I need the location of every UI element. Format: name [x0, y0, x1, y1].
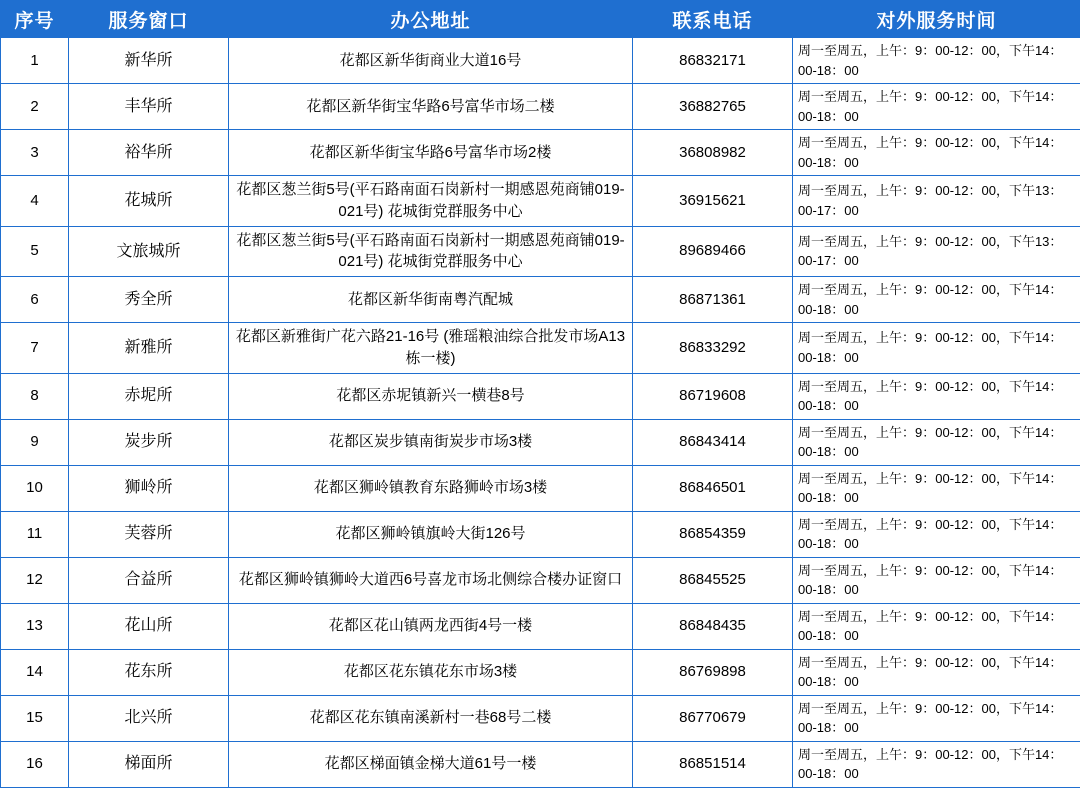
cell-address: 花都区花东镇花东市场3楼 [229, 649, 633, 695]
cell-address: 花都区狮岭镇狮岭大道西6号喜龙市场北侧综合楼办证窗口 [229, 557, 633, 603]
cell-index: 15 [1, 695, 69, 741]
cell-address: 花都区新华街商业大道16号 [229, 38, 633, 84]
cell-index: 2 [1, 84, 69, 130]
cell-tel: 86846501 [633, 465, 793, 511]
cell-address: 花都区葱兰街5号(平石路南面石岗新村一期感恩苑商铺019-021号) 花城街党群服务中心 [229, 176, 633, 227]
table-row [1, 277, 1080, 323]
cell-tel: 86843414 [633, 419, 793, 465]
cell-tel: 86719608 [633, 373, 793, 419]
cell-time: 周一至周五，上午：9：00-12：00，下午14：00-18：00 [793, 419, 1080, 465]
cell-index: 4 [1, 176, 69, 227]
table-row [1, 38, 1080, 84]
cell-index: 12 [1, 557, 69, 603]
table-row [1, 741, 1080, 787]
cell-window: 文旅城所 [69, 226, 229, 277]
table-row [1, 695, 1080, 741]
cell-window: 梯面所 [69, 741, 229, 787]
column-header-window: 服务窗口 [69, 1, 229, 38]
table-header [1, 1, 1080, 38]
cell-tel: 86770679 [633, 695, 793, 741]
cell-window: 新雅所 [69, 323, 229, 374]
cell-tel: 86851514 [633, 741, 793, 787]
cell-address: 花都区狮岭镇旗岭大街126号 [229, 511, 633, 557]
cell-address: 花都区狮岭镇教育东路狮岭市场3楼 [229, 465, 633, 511]
cell-window: 裕华所 [69, 130, 229, 176]
column-header-tel: 联系电话 [633, 1, 793, 38]
cell-time: 周一至周五，上午：9：00-12：00，下午14：00-18：00 [793, 649, 1080, 695]
cell-tel: 86854359 [633, 511, 793, 557]
cell-tel: 86871361 [633, 277, 793, 323]
column-header-address: 办公地址 [229, 1, 633, 38]
column-header-index: 序号 [1, 1, 69, 38]
cell-time: 周一至周五，上午：9：00-12：00，下午14：00-18：00 [793, 38, 1080, 84]
cell-time: 周一至周五，上午：9：00-12：00，下午14：00-18：00 [793, 323, 1080, 374]
table-row [1, 419, 1080, 465]
cell-window: 北兴所 [69, 695, 229, 741]
cell-index: 1 [1, 38, 69, 84]
cell-time: 周一至周五，上午：9：00-12：00，下午14：00-18：00 [793, 130, 1080, 176]
cell-time: 周一至周五，上午：9：00-12：00，下午14：00-18：00 [793, 277, 1080, 323]
table-row [1, 130, 1080, 176]
cell-index: 16 [1, 741, 69, 787]
cell-time: 周一至周五，上午：9：00-12：00，下午14：00-18：00 [793, 465, 1080, 511]
cell-index: 6 [1, 277, 69, 323]
table-row [1, 603, 1080, 649]
cell-window: 芙蓉所 [69, 511, 229, 557]
cell-time: 周一至周五，上午：9：00-12：00，下午14：00-18：00 [793, 603, 1080, 649]
cell-tel: 86833292 [633, 323, 793, 374]
cell-window: 赤坭所 [69, 373, 229, 419]
table-body [1, 38, 1080, 788]
cell-time: 周一至周五，上午：9：00-12：00，下午14：00-18：00 [793, 84, 1080, 130]
cell-window: 花东所 [69, 649, 229, 695]
cell-window: 炭步所 [69, 419, 229, 465]
cell-index: 8 [1, 373, 69, 419]
table-row [1, 373, 1080, 419]
cell-tel: 36808982 [633, 130, 793, 176]
cell-address: 花都区新华街南粤汽配城 [229, 277, 633, 323]
cell-address: 花都区葱兰街5号(平石路南面石岗新村一期感恩苑商铺019-021号) 花城街党群服务中心 [229, 226, 633, 277]
cell-time: 周一至周五，上午：9：00-12：00，下午14：00-18：00 [793, 695, 1080, 741]
cell-time: 周一至周五，上午：9：00-12：00，下午13：00-17：00 [793, 176, 1080, 227]
table-header-row [1, 1, 1080, 38]
cell-index: 3 [1, 130, 69, 176]
cell-index: 7 [1, 323, 69, 374]
cell-window: 丰华所 [69, 84, 229, 130]
table-row [1, 226, 1080, 277]
cell-window: 花山所 [69, 603, 229, 649]
cell-tel: 86848435 [633, 603, 793, 649]
cell-index: 5 [1, 226, 69, 277]
cell-window: 秀全所 [69, 277, 229, 323]
cell-time: 周一至周五，上午：9：00-12：00，下午14：00-18：00 [793, 741, 1080, 787]
cell-index: 13 [1, 603, 69, 649]
table-row [1, 176, 1080, 227]
table-row [1, 323, 1080, 374]
cell-address: 花都区炭步镇南街炭步市场3楼 [229, 419, 633, 465]
table-row [1, 557, 1080, 603]
cell-address: 花都区赤坭镇新兴一横巷8号 [229, 373, 633, 419]
cell-window: 花城所 [69, 176, 229, 227]
cell-window: 新华所 [69, 38, 229, 84]
cell-tel: 86845525 [633, 557, 793, 603]
cell-time: 周一至周五，上午：9：00-12：00，下午14：00-18：00 [793, 373, 1080, 419]
cell-index: 11 [1, 511, 69, 557]
cell-time: 周一至周五，上午：9：00-12：00，下午13：00-17：00 [793, 226, 1080, 277]
cell-address: 花都区梯面镇金梯大道61号一楼 [229, 741, 633, 787]
cell-address: 花都区花山镇两龙西街4号一楼 [229, 603, 633, 649]
cell-tel: 86832171 [633, 38, 793, 84]
table-row [1, 84, 1080, 130]
cell-index: 9 [1, 419, 69, 465]
cell-time: 周一至周五，上午：9：00-12：00，下午14：00-18：00 [793, 511, 1080, 557]
column-header-time: 对外服务时间 [793, 1, 1080, 38]
table-row [1, 511, 1080, 557]
cell-address: 花都区新华街宝华路6号富华市场2楼 [229, 130, 633, 176]
cell-address: 花都区新华街宝华路6号富华市场二楼 [229, 84, 633, 130]
cell-address: 花都区新雅街广花六路21-16号 (雅瑶粮油综合批发市场A13栋一楼) [229, 323, 633, 374]
cell-address: 花都区花东镇南溪新村一巷68号二楼 [229, 695, 633, 741]
cell-time: 周一至周五，上午：9：00-12：00，下午14：00-18：00 [793, 557, 1080, 603]
cell-index: 14 [1, 649, 69, 695]
table-row [1, 465, 1080, 511]
cell-window: 狮岭所 [69, 465, 229, 511]
table-row [1, 649, 1080, 695]
cell-tel: 89689466 [633, 226, 793, 277]
cell-window: 合益所 [69, 557, 229, 603]
cell-tel: 36882765 [633, 84, 793, 130]
cell-tel: 86769898 [633, 649, 793, 695]
cell-tel: 36915621 [633, 176, 793, 227]
cell-index: 10 [1, 465, 69, 511]
